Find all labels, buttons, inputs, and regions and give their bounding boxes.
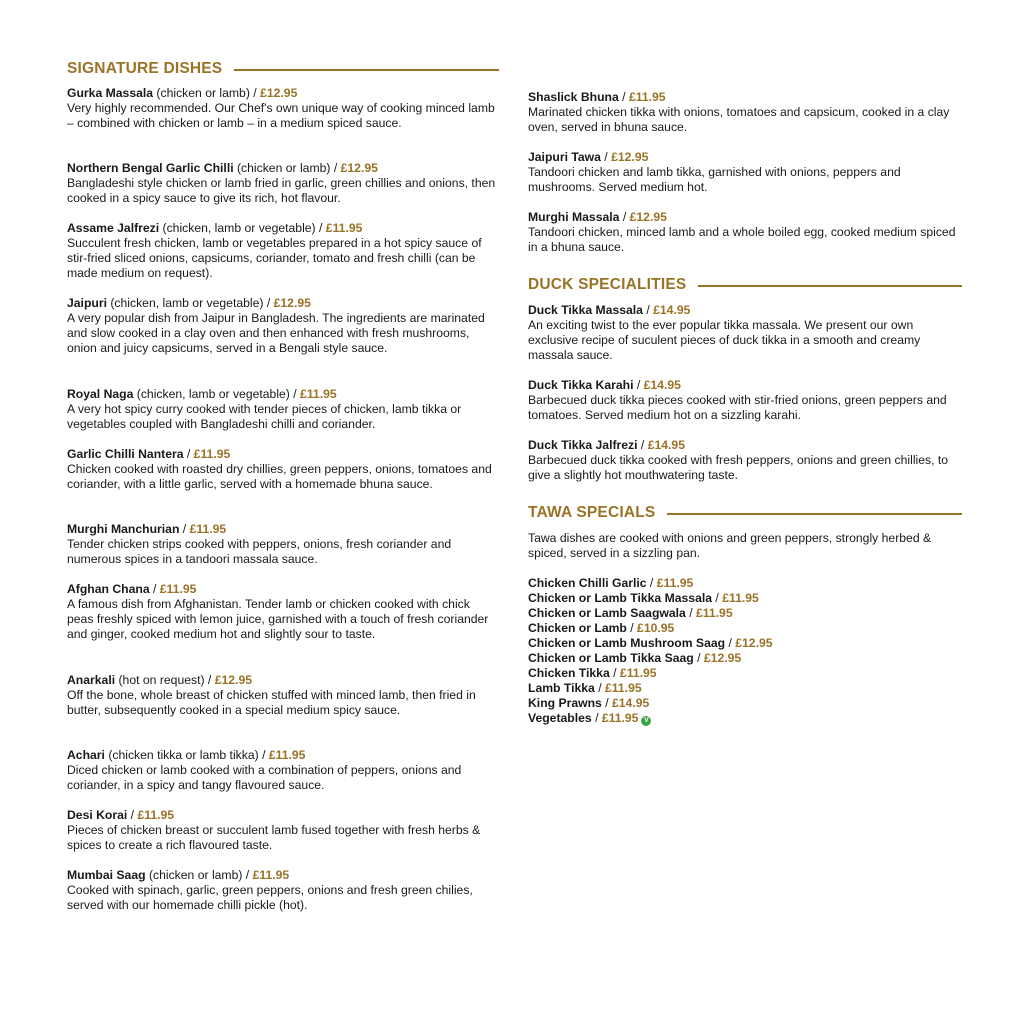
dish-note: (chicken tikka or lamb tikka) <box>104 748 259 762</box>
separator: / <box>249 86 261 100</box>
dish-description: Tandoori chicken and lamb tikka, garnished with onions, peppers and mushrooms. Served medium hot. <box>528 165 901 194</box>
dish-name: Afghan Chana <box>67 582 150 596</box>
dish-description: A very hot spicy curry cooked with tender pieces of chicken, lamb tikka or vegetables coupled with Bangladeshi chilli and coriander. <box>67 402 462 431</box>
dish-name: Duck Tikka Jalfrezi <box>528 438 638 452</box>
separator: / <box>633 378 644 392</box>
menu-item-murghi-manchurian <box>67 522 499 567</box>
menu-item-achari <box>67 748 499 793</box>
separator: / <box>618 90 629 104</box>
menu-item-anarkali <box>67 673 499 718</box>
separator: / <box>600 150 612 164</box>
dish-name: Murghi Massala <box>528 210 620 224</box>
tawa-intro: Tawa dishes are cooked with onions and green peppers, strongly herbed & spiced, served in a sizzling pan. <box>528 531 932 560</box>
tawa-item <box>528 711 962 726</box>
separator: / <box>646 576 657 590</box>
separator: / <box>204 673 215 687</box>
separator: / <box>263 296 274 310</box>
dish-description: Chicken cooked with roasted dry chillies, green peppers, onions, tomatoes and coriander, with a little garlic, served with a homemade bhuna sauce. <box>67 462 492 491</box>
tawa-item <box>528 636 962 651</box>
dish-description: Bangladeshi style chicken or lamb fried in garlic, green chillies and onions, then cooked in a spicy sauce to give its rich, hot flavour. <box>67 176 496 205</box>
menu-item-shaslick-bhuna <box>528 90 962 135</box>
dish-price: £11.95 <box>137 808 175 822</box>
tawa-item-name: Chicken or Lamb Tikka Saag <box>528 651 694 665</box>
dish-description: An exciting twist to the ever popular tikka massala. We present our own exclusive recipe of suculent pieces of duck tikka in a smooth and creamy massala sauce. <box>528 318 921 362</box>
dish-name: Gurka Massala <box>67 86 154 100</box>
tawa-item <box>528 621 962 636</box>
menu-item-murghi-massala <box>528 210 962 255</box>
dish-description: Tender chicken strips cooked with peppers, onions, fresh coriander and numerous spices in a tandoori massala sauce. <box>67 537 452 566</box>
dish-name: Duck Tikka Massala <box>528 303 643 317</box>
dish-name: Shaslick Bhuna <box>528 90 619 104</box>
menu-item-royal-naga <box>67 387 499 432</box>
tawa-item-name: Chicken Chilli Garlic <box>528 576 647 590</box>
separator: / <box>685 606 696 620</box>
dish-price: £11.95 <box>252 868 290 882</box>
dish-name: Murghi Manchurian <box>67 522 180 536</box>
separator: / <box>315 221 326 235</box>
dish-price: £14.95 <box>643 378 681 392</box>
menu-item-gurka-massala <box>67 86 499 131</box>
menu-item-garlic-chilli-nantera <box>67 447 499 492</box>
dish-description: A famous dish from Afghanistan. Tender lamb or chicken cooked with chick peas freshly spiced with lemon juice, garnished with a touch of fresh coriander and ginger, cooked medium hot and slightly sour to taste. <box>67 597 489 641</box>
dish-description: Tandoori chicken, minced lamb and a whole boiled egg, cooked medium spiced in a bhuna sauce. <box>528 225 956 254</box>
dish-price: £12.95 <box>340 161 378 175</box>
dish-name: Mumbai Saag <box>67 868 146 882</box>
dish-name: Royal Naga <box>67 387 134 401</box>
section-divider <box>234 69 499 71</box>
menu-item-duck-tikka-massala <box>528 303 962 363</box>
dish-price: £11.95 <box>193 447 231 461</box>
dish-price: £11.95 <box>268 748 306 762</box>
tawa-item-name: Chicken or Lamb <box>528 621 627 635</box>
dish-price: £11.95 <box>159 582 197 596</box>
tawa-item-price: £12.95 <box>703 651 742 665</box>
tawa-item <box>528 606 962 621</box>
menu-item-jaipuri <box>67 296 499 356</box>
separator: / <box>594 681 606 695</box>
dish-note: (chicken, lamb or vegetable) <box>159 221 316 235</box>
menu-item-northern-bengal-garlic-chilli <box>67 161 499 206</box>
tawa-item-name: King Prawns <box>528 696 602 710</box>
dish-price: £12.95 <box>214 673 252 687</box>
separator: / <box>693 651 704 665</box>
separator: / <box>183 447 194 461</box>
signature-dishes-header <box>67 59 499 79</box>
tawa-item-price: £11.95 <box>722 591 759 605</box>
separator: / <box>725 636 736 650</box>
separator: / <box>242 868 253 882</box>
tawa-item <box>528 591 962 606</box>
dish-price: £12.95 <box>273 296 311 310</box>
dish-name: Jaipuri Tawa <box>528 150 601 164</box>
tawa-item-price: £11.95 <box>656 576 694 590</box>
tawa-item-price: £14.95 <box>612 696 650 710</box>
dish-name: Garlic Chilli Nantera <box>67 447 184 461</box>
section-title-signature: SIGNATURE DISHES <box>67 60 223 77</box>
separator: / <box>149 582 160 596</box>
separator: / <box>619 210 630 224</box>
dish-price: £11.95 <box>628 90 666 104</box>
menu-item-duck-tikka-karahi <box>528 378 962 423</box>
separator: / <box>591 711 602 725</box>
dish-description: A very popular dish from Jaipur in Bangladesh. The ingredients are marinated and slow cooked in a clay oven and then enhanced with fresh mushrooms, onion and juicy capsicums, served in a Bengali style sauce. <box>67 311 485 355</box>
tawa-item-price: £11.95 <box>605 681 642 695</box>
tawa-item-price: £11.95 <box>696 606 733 620</box>
tawa-list <box>528 576 962 726</box>
tawa-item-price: £11.95 <box>601 711 639 725</box>
dish-name: Jaipuri <box>67 296 107 310</box>
menu-item-duck-tikka-jalfrezi <box>528 438 962 483</box>
dish-name: Duck Tikka Karahi <box>528 378 634 392</box>
dish-price: £11.95 <box>300 387 337 401</box>
dish-name: Assame Jalfrezi <box>67 221 160 235</box>
section-title-tawa: TAWA SPECIALS <box>528 504 656 521</box>
section-divider <box>698 285 962 287</box>
tawa-item <box>528 576 962 591</box>
separator: / <box>609 666 620 680</box>
dish-price: £11.95 <box>189 522 227 536</box>
separator: / <box>289 387 301 401</box>
menu-item-afghan-chana <box>67 582 499 642</box>
separator: / <box>626 621 638 635</box>
separator: / <box>127 808 138 822</box>
dish-description: Barbecued duck tikka cooked with fresh peppers, onions and green chillies, to give a slightly hot mouthwatering taste. <box>528 453 949 482</box>
tawa-item-name: Lamb Tikka <box>528 681 595 695</box>
dish-name: Desi Korai <box>67 808 128 822</box>
dish-description: Barbecued duck tikka pieces cooked with stir-fried onions, green peppers and tomatoes. Served medium hot on a sizzling karahi. <box>528 393 947 422</box>
tawa-item <box>528 666 962 681</box>
tawa-item-name: Chicken Tikka <box>528 666 610 680</box>
tawa-item <box>528 696 962 711</box>
tawa-item-price: £11.95 <box>619 666 657 680</box>
dish-note: (chicken, lamb or vegetable) <box>106 296 264 310</box>
dish-description: Succulent fresh chicken, lamb or vegetables prepared in a hot spicy sauce of stir-fried sliced onions, capsicums, coriander, tomato and fresh chilli (can be made medium on request). <box>67 236 482 280</box>
dish-note: (chicken or lamb) <box>233 161 331 175</box>
menu-item-assame-jalfrezi <box>67 221 499 281</box>
section-divider <box>667 513 962 515</box>
separator: / <box>642 303 654 317</box>
tawa-item-name: Vegetables <box>528 711 592 725</box>
dish-description: Pieces of chicken breast or succulent lamb fused together with fresh herbs & spices to create a rich flavoured taste. <box>67 823 481 852</box>
dish-name: Anarkali <box>67 673 116 687</box>
dish-name: Achari <box>67 748 105 762</box>
tawa-item-price: £12.95 <box>735 636 773 650</box>
duck-specialities-header <box>528 275 962 295</box>
tawa-item-price: £10.95 <box>637 621 675 635</box>
dish-name: Northern Bengal Garlic Chilli <box>67 161 234 175</box>
tawa-item-name: Chicken or Lamb Saagwala <box>528 606 686 620</box>
separator: / <box>258 748 269 762</box>
dish-description: Cooked with spinach, garlic, green peppers, onions and fresh green chilies, served with our homemade chilli pickle (hot). <box>67 883 473 912</box>
dish-price: £12.95 <box>260 86 298 100</box>
dish-price: £11.95 <box>325 221 363 235</box>
dish-price: £14.95 <box>647 438 685 452</box>
separator: / <box>601 696 612 710</box>
separator: / <box>712 591 723 605</box>
separator: / <box>179 522 190 536</box>
tawa-item-name: Chicken or Lamb Tikka Massala <box>528 591 713 605</box>
tawa-item-name: Chicken or Lamb Mushroom Saag <box>528 636 726 650</box>
dish-price: £14.95 <box>653 303 691 317</box>
dish-note: (chicken, lamb or vegetable) <box>133 387 290 401</box>
dish-note: (chicken or lamb) <box>153 86 250 100</box>
dish-note: (chicken or lamb) <box>145 868 243 882</box>
separator: / <box>330 161 341 175</box>
tawa-specials-header <box>528 503 962 523</box>
dish-description: Marinated chicken tikka with onions, tomatoes and capsicum, cooked in a clay oven, served in bhuna sauce. <box>528 105 950 134</box>
section-title-duck: DUCK SPECIALITIES <box>528 276 687 293</box>
tawa-item <box>528 681 962 696</box>
dish-description: Off the bone, whole breast of chicken stuffed with minced lamb, then fried in butter, subsequently cooked in a special medium spicy sauce. <box>67 688 476 717</box>
tawa-item <box>528 651 962 666</box>
menu-item-mumbai-saag <box>67 868 499 913</box>
separator: / <box>637 438 648 452</box>
dish-price: £12.95 <box>611 150 649 164</box>
dish-description: Diced chicken or lamb cooked with a combination of peppers, onions and coriander, in a spicy and tangy flavoured sauce. <box>67 763 462 792</box>
dish-price: £12.95 <box>629 210 667 224</box>
menu-item-jaipuri-tawa <box>528 150 962 195</box>
vegetarian-icon: V <box>641 716 651 726</box>
dish-description: Very highly recommended. Our Chef's own unique way of cooking minced lamb – combined with chicken or lamb – in a medium spiced sauce. <box>67 101 495 130</box>
dish-note: (hot on request) <box>115 673 205 687</box>
menu-item-desi-korai <box>67 808 499 853</box>
